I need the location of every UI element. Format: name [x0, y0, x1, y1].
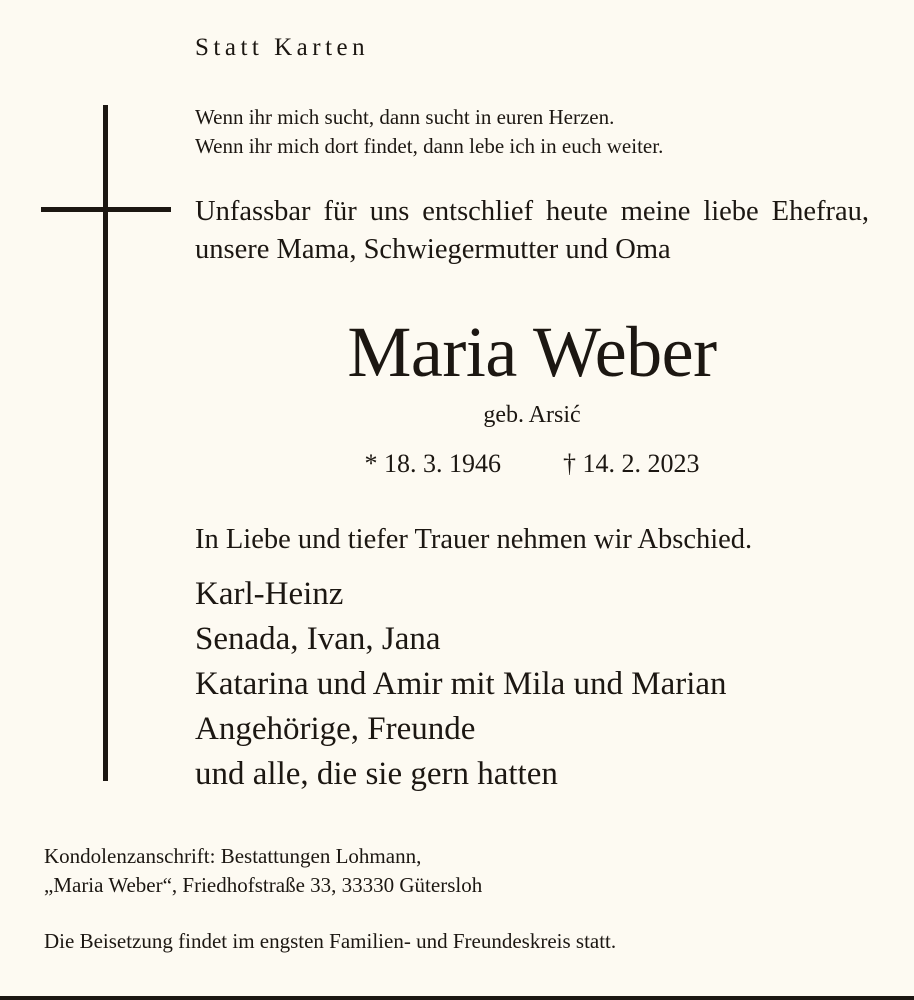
- mourner-line: Angehörige, Freunde: [195, 711, 476, 747]
- mourner-line: Karl-Heinz: [195, 576, 344, 612]
- mourner-line: und alle, die sie gern hatten: [195, 756, 558, 792]
- birth-name: geb. Arsić: [483, 402, 581, 428]
- deceased-name: Maria Weber: [347, 312, 717, 392]
- mourner-line: Senada, Ivan, Jana: [195, 621, 441, 657]
- bottom-border: [0, 996, 914, 1000]
- quote-line-1: Wenn ihr mich sucht, dann sucht in euren Herzen.: [195, 105, 615, 129]
- quote: [195, 103, 663, 161]
- header-statt-karten: Statt Karten: [195, 34, 370, 61]
- farewell-text: In Liebe und tiefer Trauer nehmen wir Abschied.: [195, 524, 753, 555]
- death-date: † 14. 2. 2023: [563, 449, 700, 478]
- condolence-line-2: „Maria Weber“, Friedhofstraße 33, 33330 Gütersloh: [44, 873, 483, 897]
- mourners-list: [195, 572, 727, 797]
- life-dates: [195, 449, 869, 479]
- intro-text: Unfassbar für uns entschlief heute meine liebe Ehefrau, unsere Mama, Schwiegermutter und Oma: [195, 196, 869, 265]
- cross-icon-horizontal-bar: [41, 207, 171, 212]
- condolence-address: [44, 842, 482, 900]
- mourner-line: Katarina und Amir mit Mila und Marian: [195, 666, 727, 702]
- burial-note: Die Beisetzung findet im engsten Familien- und Freundeskreis statt.: [44, 929, 617, 953]
- condolence-line-1: Kondolenzanschrift: Bestattungen Lohmann,: [44, 844, 422, 868]
- birth-date: * 18. 3. 1946: [364, 449, 501, 478]
- quote-line-2: Wenn ihr mich dort findet, dann lebe ich in euch weiter.: [195, 134, 664, 158]
